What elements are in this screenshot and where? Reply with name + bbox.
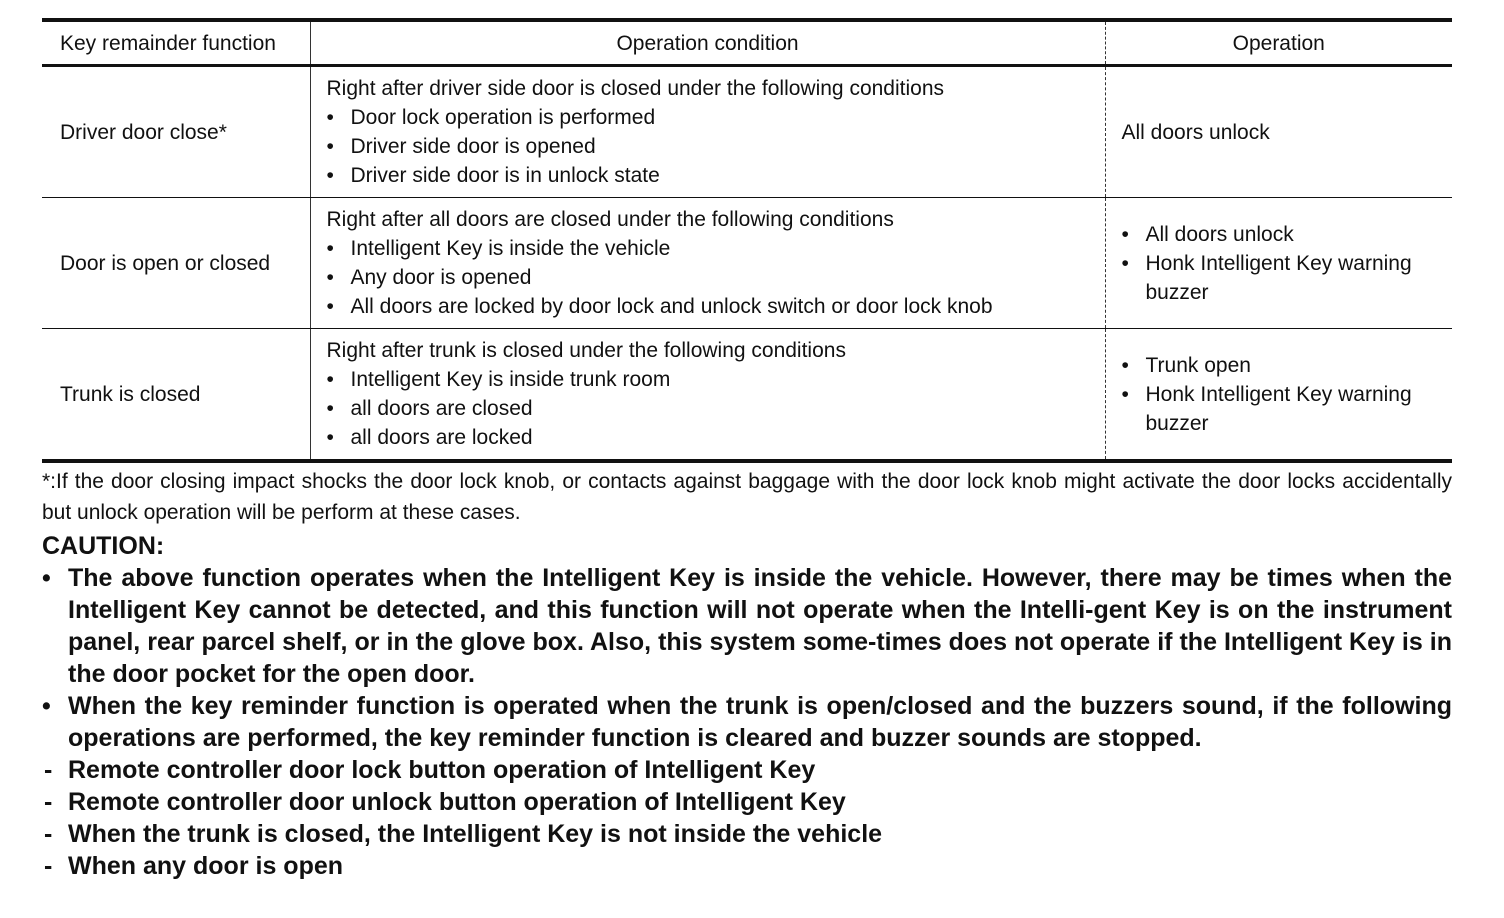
table-footnote: *:If the door closing impact shocks the door lock knob, or contacts against baggage with the door lock knob might activate the door locks accidentally but unlock operation will be perform at these cases. <box>42 470 1452 524</box>
row-function: Door is open or closed <box>42 198 310 329</box>
list-item: • Door lock operation is performed <box>327 103 1105 132</box>
caution-block <box>42 562 1452 882</box>
table-header-row <box>42 20 1452 66</box>
row-operation <box>1105 329 1452 462</box>
list-item: • Intelligent Key is inside trunk room <box>327 365 1105 394</box>
caution-bullet-list <box>42 562 1452 754</box>
row-function: Driver door close* <box>42 66 310 198</box>
table-row <box>42 198 1452 329</box>
caution-heading: CAUTION: <box>42 532 165 560</box>
row-operation <box>1105 198 1452 329</box>
list-item: • Honk Intelligent Key warning buzzer <box>1122 380 1453 438</box>
operation-list <box>1122 220 1453 307</box>
list-item: - Remote controller door unlock button operation of Intelligent Key <box>42 786 1452 818</box>
key-reminder-table <box>42 18 1452 463</box>
list-item: • Intelligent Key is inside the vehicle <box>327 234 1105 263</box>
condition-lead: Right after driver side door is closed under the following conditions <box>326 77 945 100</box>
list-item: • Driver side door is opened <box>327 132 1105 161</box>
header-operation: Operation <box>1105 20 1452 66</box>
document-page <box>42 18 1452 882</box>
list-item: - When the trunk is closed, the Intelligent Key is not inside the vehicle <box>42 818 1452 850</box>
list-item: - Remote controller door lock button operation of Intelligent Key <box>42 754 1452 786</box>
table-row <box>42 66 1452 198</box>
list-item: • all doors are closed <box>327 394 1105 423</box>
list-item: • all doors are locked <box>327 423 1105 452</box>
row-condition <box>310 329 1105 462</box>
condition-list <box>327 103 1105 190</box>
list-item: • Trunk open <box>1122 351 1453 380</box>
row-function: Trunk is closed <box>60 382 201 406</box>
condition-lead: Right after all doors are closed under the following conditions <box>326 208 894 231</box>
list-item: • Driver side door is in unlock state <box>327 161 1105 190</box>
caution-dash-list <box>42 754 1452 882</box>
list-item: • When the key reminder function is operated when the trunk is open/closed and the buzzers sound, if the following operations are performed, the key reminder function is cleared and buzzer sounds are stopped. <box>42 690 1452 754</box>
list-item: - When any door is open <box>42 850 1452 882</box>
operation-list <box>1122 351 1453 438</box>
list-item: • All doors are locked by door lock and unlock switch or door lock knob <box>327 292 1105 321</box>
list-item: • Honk Intelligent Key warning buzzer <box>1122 249 1453 307</box>
row-operation: All doors unlock <box>1105 66 1452 198</box>
row-condition <box>310 66 1105 198</box>
condition-lead: Right after trunk is closed under the following conditions <box>326 339 846 362</box>
list-item: • The above function operates when the Intelligent Key is inside the vehicle. However, there may be times when the Intelligent Key cannot be detected, and this function will not operate when the Intelli-gent Key is on the instrument panel, rear parcel shelf, or in the glove box. Also, this system some-times does not operate if the Intelligent Key is in the door pocket for the open door. <box>42 562 1452 690</box>
table-row <box>42 329 1452 462</box>
header-condition: Operation condition <box>310 20 1105 66</box>
condition-list <box>327 365 1105 452</box>
condition-list <box>327 234 1105 321</box>
row-condition <box>310 198 1105 329</box>
list-item: • Any door is opened <box>327 263 1105 292</box>
list-item: • All doors unlock <box>1122 220 1453 249</box>
header-function: Key remainder function <box>42 20 310 66</box>
